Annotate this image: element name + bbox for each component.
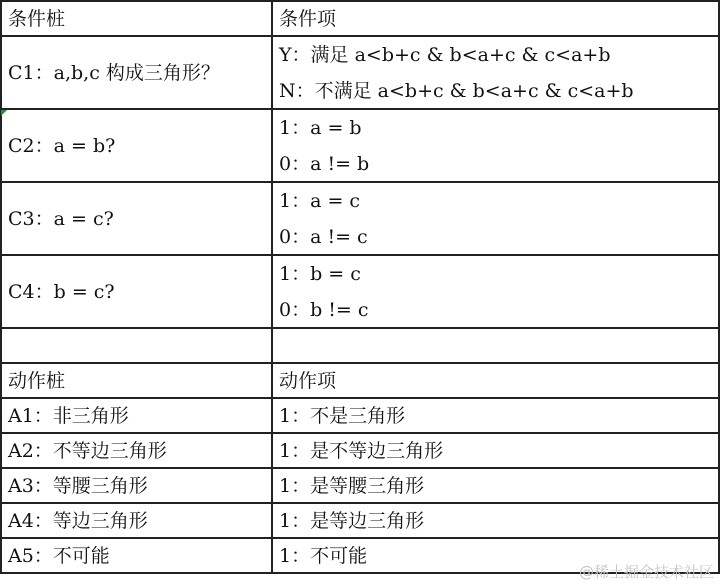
- blank-cell-left: [1, 328, 272, 363]
- condition-stub-header: 条件桩: [1, 1, 272, 36]
- action-row-a1: [1, 398, 719, 433]
- action-stub-a4: A4：等边三角形: [1, 503, 272, 538]
- condition-entry-c1-yes: Y：满足 a<b+c & b<a+c & c<a+b: [279, 43, 611, 66]
- action-entry-a5: 1：不可能: [272, 538, 719, 573]
- condition-stub-c2: C2：a = b?: [1, 109, 272, 182]
- condition-entry-c2-false: 0：a != b: [279, 152, 370, 175]
- condition-row-c4: [1, 255, 719, 328]
- condition-stub-c4: C4：b = c?: [1, 255, 272, 328]
- blank-cell-right: [272, 328, 719, 363]
- action-row-a2: [1, 433, 719, 468]
- condition-entry-c3-false: 0：a != c: [279, 225, 368, 248]
- action-header-row: [1, 363, 719, 398]
- condition-row-c3: [1, 182, 719, 255]
- action-stub-a5: A5：不可能: [1, 538, 272, 573]
- condition-stub-c1: C1：a,b,c 构成三角形？: [1, 36, 272, 109]
- action-stub-a1: A1：非三角形: [1, 398, 272, 433]
- condition-entry-c3-true: 1：a = c: [279, 189, 361, 212]
- cell-marker-icon: [1, 110, 7, 116]
- action-row-a4: [1, 503, 719, 538]
- watermark: @稀土掘金技术社区: [578, 563, 714, 581]
- condition-entry-header: 条件项: [272, 1, 719, 36]
- action-row-a3: [1, 468, 719, 503]
- condition-row-c2: [1, 109, 719, 182]
- action-stub-header: 动作桩: [1, 363, 272, 398]
- condition-entry-c1: [272, 36, 719, 109]
- condition-row-c1: [1, 36, 719, 109]
- condition-entry-c4: [272, 255, 719, 328]
- condition-entry-c1-no: N：不满足 a<b+c & b<a+c & c<a+b: [279, 79, 634, 102]
- action-stub-a2: A2：不等边三角形: [1, 433, 272, 468]
- action-entry-a4: 1：是等边三角形: [272, 503, 719, 538]
- condition-entry-c2-true: 1：a = b: [279, 116, 362, 139]
- condition-entry-c3: [272, 182, 719, 255]
- condition-entry-c4-false: 0：b != c: [279, 298, 369, 321]
- action-entry-a1: 1：不是三角形: [272, 398, 719, 433]
- action-entry-a3: 1：是等腰三角形: [272, 468, 719, 503]
- action-entry-header: 动作项: [272, 363, 719, 398]
- condition-entry-c2: [272, 109, 719, 182]
- condition-entry-c4-true: 1：b = c: [279, 262, 361, 285]
- condition-header-row: [1, 1, 719, 36]
- action-stub-a3: A3：等腰三角形: [1, 468, 272, 503]
- blank-separator-row: [1, 328, 719, 363]
- action-entry-a2: 1：是不等边三角形: [272, 433, 719, 468]
- condition-stub-c3: C3：a = c?: [1, 182, 272, 255]
